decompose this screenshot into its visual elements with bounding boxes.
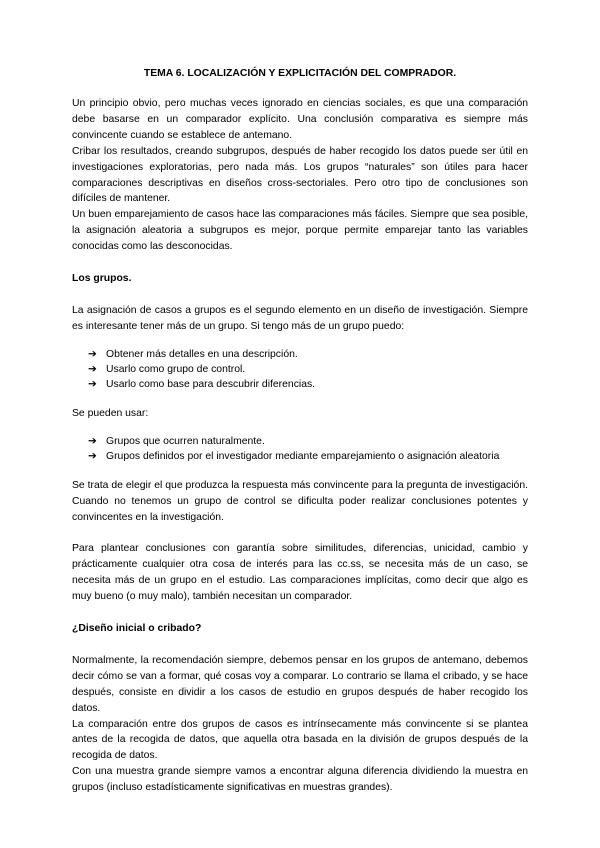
document-page — [72, 64, 528, 796]
grupos-paragraph-2: Se pueden usar: — [72, 407, 149, 419]
list-item: ➔ Obtener más detalles en una descripción. — [88, 348, 298, 360]
arrow-bullet-icon: ➔ — [88, 378, 97, 390]
grupos-paragraph-1: La asignación de casos a grupos es el segundo elemento en un diseño de investigación. Siempre es interesante tener más de un grupo. Si tengo más de un grupo puedo: — [72, 304, 528, 332]
section-heading-grupos: Los grupos. — [72, 273, 132, 285]
diseno-paragraph-1: Normalmente, la recomendación siempre, debemos pensar en los grupos de antemano, debemos decir cómo se van a formar, qué cosas voy a comparar. Lo contrario se llama el cribado, y se hace después, consiste en dividir a los casos de estudio en grupos después de haber recogido los datos. — [72, 654, 528, 714]
arrow-bullet-icon: ➔ — [88, 435, 97, 447]
list-item: ➔ Usarlo como base para descubrir diferencias. — [88, 378, 316, 390]
arrow-bullet-icon: ➔ — [88, 363, 97, 375]
list-item: ➔ Grupos definidos por el investigador mediante emparejamiento o asignación aleatoria — [88, 450, 500, 462]
grupos-paragraph-4: Para plantear conclusiones con garantía sobre similitudes, diferencias, unicidad, cambio y prácticamente cualquier otra cosa de interés para las cc.ss, se necesita más de un caso, se necesita más de un grupo en el estudio. Las comparaciones implícitas, como decir que algo es muy bueno (o muy malo), también necesitan un comparador. — [72, 543, 528, 603]
intro-paragraph-1: Un principio obvio, pero muchas veces ignorado en ciencias sociales, es que una comparación debe basarse en un comparador explícito. Una conclusión comparativa es siempre más convincente cuando se establece de antemano. — [72, 98, 528, 141]
arrow-bullet-icon: ➔ — [88, 348, 97, 360]
list-item: ➔ Usarlo como grupo de control. — [88, 363, 246, 375]
section-heading-diseno: ¿Diseño inicial o cribado? — [72, 623, 202, 635]
intro-paragraph-2: Cribar los resultados, creando subgrupos, después de haber recogido los datos puede ser útil en investigaciones exploratorias, pero nada más. Los grupos “naturales” son útiles para hacer comparaciones descriptivas en diseños cross-sectoriales. Pero otro tipo de conclusiones son difíciles de mantener. — [72, 145, 528, 205]
list-item: ➔ Grupos que ocurren naturalmente. — [88, 435, 265, 447]
grupos-paragraph-3: Se trata de elegir el que produzca la respuesta más convincente para la pregunta de investigación. Cuando no tenemos un grupo de control se dificulta poder realizar conclusiones potentes y convincentes en la investigación. — [72, 479, 528, 523]
document-title: TEMA 6. LOCALIZACIÓN Y EXPLICITACIÓN DEL COMPRADOR. — [143, 68, 457, 79]
intro-paragraph-3: Un buen emparejamiento de casos hace las comparaciones más fáciles. Siempre que sea posible, la asignación aleatoria a subgrupos es mejor, porque permite emparejar tanto las variables conocidas como las desconocidas. — [72, 209, 528, 253]
diseno-paragraph-3: Con una muestra grande siempre vamos a encontrar alguna diferencia dividiendo la muestra en grupos (incluso estadísticamente significativas en muestras grandes). — [72, 766, 528, 794]
bullet-list-1 — [72, 347, 528, 392]
bullet-list-2 — [72, 434, 528, 464]
arrow-bullet-icon: ➔ — [88, 450, 97, 462]
diseno-paragraph-2: La comparación entre dos grupos de casos es intrínsecamente más convincente si se plantea antes de la recogida de datos, que aquella otra basada en la división de grupos después de la recogida de datos. — [72, 718, 528, 762]
